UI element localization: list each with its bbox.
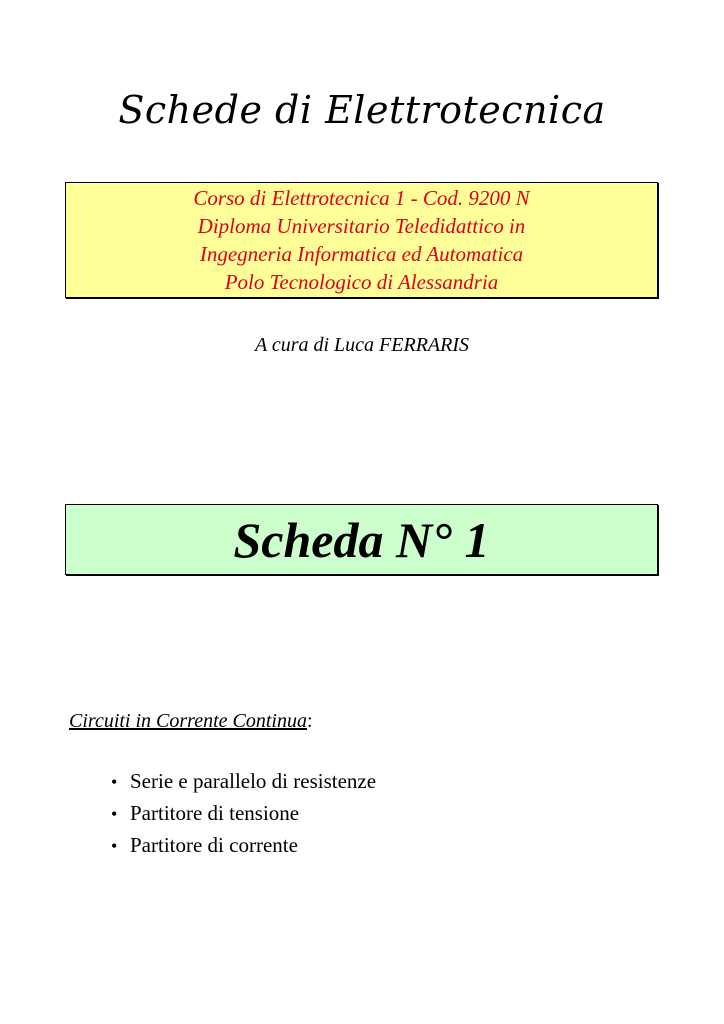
topic-list xyxy=(111,766,376,862)
list-item-label: Partitore di corrente xyxy=(130,833,298,857)
bullet-icon: • xyxy=(111,836,118,856)
course-line: Corso di Elettrotecnica 1 - Cod. 9200 N xyxy=(193,186,530,210)
course-line: Diploma Universitario Teledidattico in xyxy=(197,214,526,238)
bullet-icon: • xyxy=(111,772,118,792)
list-item-label: Partitore di tensione xyxy=(130,801,300,825)
list-item xyxy=(111,798,376,830)
course-line: Ingegneria Informatica ed Automatica xyxy=(199,242,524,266)
bullet-icon: • xyxy=(111,804,118,824)
author-credit: A cura di Luca FERRARIS xyxy=(254,334,470,356)
list-item xyxy=(111,766,376,798)
scheda-box xyxy=(65,504,658,575)
list-item xyxy=(111,830,376,862)
section-heading-line xyxy=(69,710,313,733)
section-heading-colon: : xyxy=(306,710,313,732)
scheda-title: Scheda N° 1 xyxy=(233,511,490,568)
document-title: Schede di Elettrotecnica xyxy=(118,88,606,132)
course-line: Polo Tecnologico di Alessandria xyxy=(224,270,499,294)
section-heading: Circuiti in Corrente Continua xyxy=(69,710,307,732)
list-item-label: Serie e parallelo di resistenze xyxy=(130,769,377,793)
course-info-box xyxy=(65,182,658,298)
